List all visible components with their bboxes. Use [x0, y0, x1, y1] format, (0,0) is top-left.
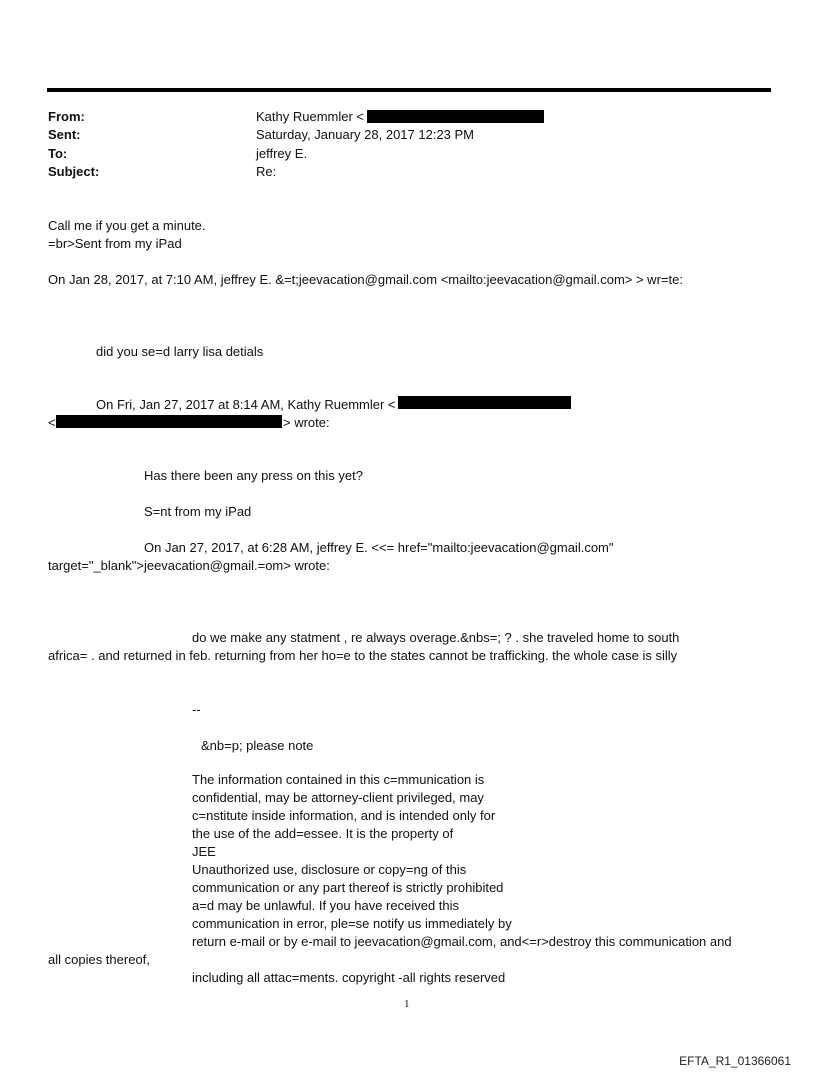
- signature-dashes: --: [192, 702, 201, 717]
- quote3-message-line1: do we make any statment , re always overage.&nbs=; ? . she traveled home to south: [192, 630, 680, 645]
- disclaimer-line: Unauthorized use, disclosure or copy=ng of this: [192, 862, 467, 877]
- disclaimer-line: c=nstitute inside information, and is intended only for: [192, 808, 496, 823]
- quote2-header-open: <: [48, 415, 56, 430]
- page-number: 1: [404, 998, 410, 1010]
- to-value: jeffrey E.: [256, 146, 308, 161]
- disclaimer-line: confidential, may be attorney-client privileged, may: [192, 790, 484, 805]
- disclaimer-line: communication or any part thereof is strictly prohibited: [192, 880, 504, 895]
- quote1-message: did you se=d larry lisa detials: [96, 344, 264, 359]
- quote1-header: On Jan 28, 2017, at 7:10 AM, jeffrey E. &=t;jeevacation@gmail.com <mailto:jeevacation@gmail.com> > wr=te:: [48, 272, 683, 287]
- header-rule: [47, 88, 771, 92]
- disclaimer-line: JEE: [192, 844, 216, 859]
- document-id: EFTA_R1_01366061: [679, 1054, 791, 1068]
- body-line-sent: =br>Sent from my iPad: [48, 236, 182, 251]
- quote2-header-close: > wrote:: [283, 415, 330, 430]
- sent-label: Sent:: [48, 127, 81, 142]
- disclaimer-line: a=d may be unlawful. If you have received this: [192, 898, 460, 913]
- redaction-bar: [367, 110, 544, 123]
- sent-value: Saturday, January 28, 2017 12:23 PM: [256, 127, 475, 142]
- disclaimer-line: The information contained in this c=mmunication is: [192, 772, 485, 787]
- quote3-message-line2: africa= . and returned in feb. returning from her ho=e to the states cannot be trafficking. the whole case is silly: [48, 648, 678, 663]
- signature-note: &nb=p; please note: [201, 738, 314, 753]
- to-label: To:: [48, 146, 68, 161]
- disclaimer-last: including all attac=ments. copyright -all rights reserved: [192, 970, 506, 985]
- quote2-message: Has there been any press on this yet?: [144, 468, 363, 483]
- disclaimer-line: communication in error, ple=se notify us immediately by: [192, 916, 512, 931]
- disclaimer-line: the use of the add=essee. It is the property of: [192, 826, 454, 841]
- redaction-bar: [398, 396, 571, 409]
- quote2-sent: S=nt from my iPad: [144, 504, 252, 519]
- body-line-call: Call me if you get a minute.: [48, 218, 206, 233]
- quote3-header-line1: On Jan 27, 2017, at 6:28 AM, jeffrey E. <<= href="mailto:jeevacation@gmail.com": [144, 540, 614, 555]
- subject-value: Re:: [256, 164, 277, 179]
- disclaimer-wrap: all copies thereof,: [48, 952, 150, 967]
- disclaimer-line: return e-mail or by e-mail to jeevacation@gmail.com, and<=r>destroy this communication and: [192, 934, 732, 949]
- from-value: Kathy Ruemmler <: [256, 109, 365, 124]
- from-label: From:: [48, 109, 85, 124]
- redaction-bar: [56, 415, 282, 428]
- quote3-header-line2: target="_blank">jeevacation@gmail.=om> wrote:: [48, 558, 330, 573]
- subject-label: Subject:: [48, 164, 100, 179]
- quote2-header-line1: On Fri, Jan 27, 2017 at 8:14 AM, Kathy Ruemmler <: [96, 397, 396, 412]
